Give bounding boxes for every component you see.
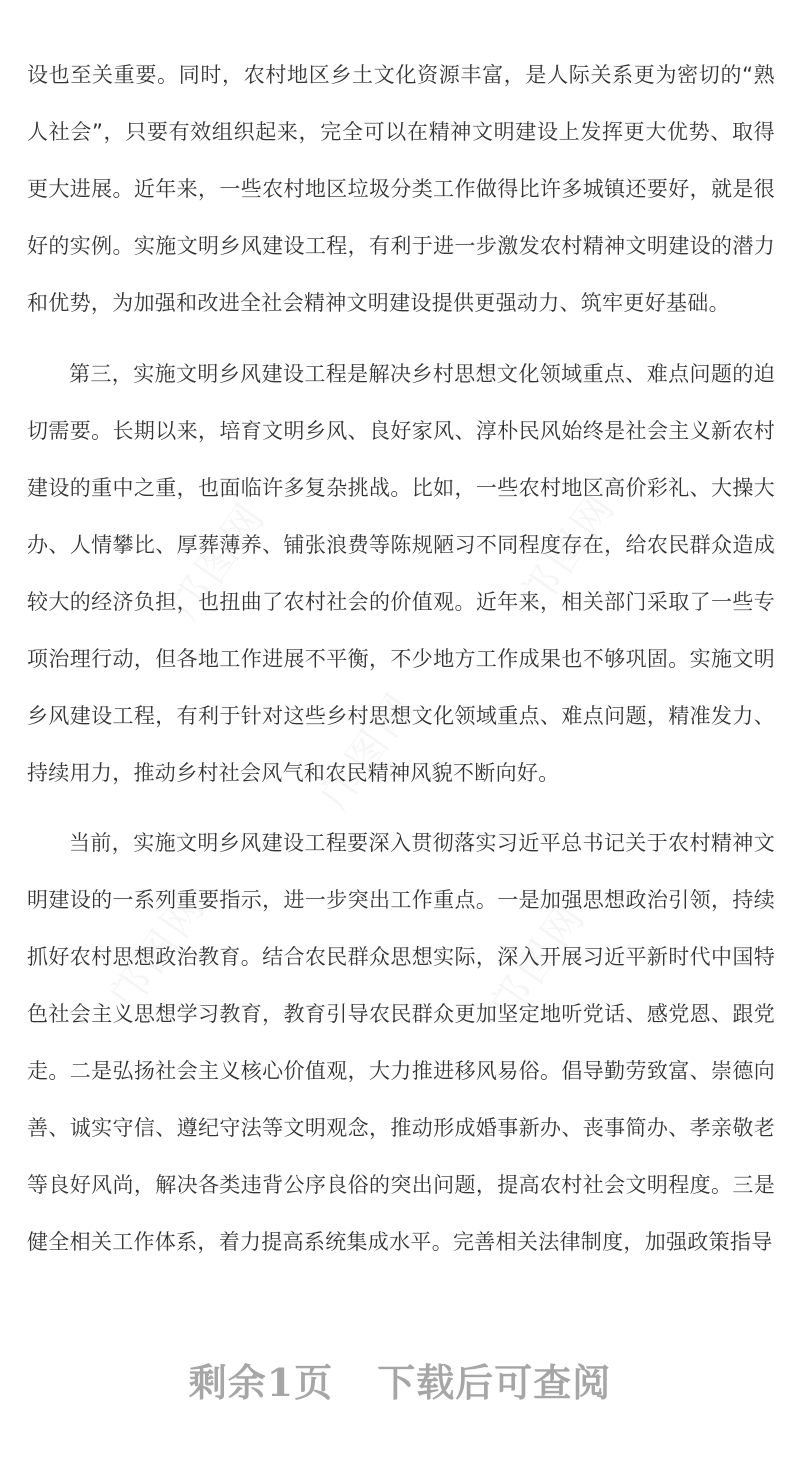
paragraph-1: 设也至关重要。同时，农村地区乡土文化资源丰富，是人际关系更为密切的“熟人社会”，只要有效组织起来，完全可以在精神文明建设上发挥更大优势、取得更大进展。近年来，一些农村地区垃圾分类工作做得比许多城镇还要好，就是很好的实例。实施文明乡风建设工程，有利于进一步激发农村精神文明建设的潜力和优势，为加强和改进全社会精神文明建设提供更强动力、筑牢更好基础。 [27, 63, 775, 315]
watermark: 邝图网 [312, 683, 426, 818]
watermark: 邝图网 [482, 893, 596, 1028]
watermark: 邝图网 [102, 883, 216, 1018]
watermark: 邝图网 [162, 493, 276, 628]
remaining-pages-label: 剩余1页 [188, 1360, 334, 1405]
download-prompt[interactable] [0, 1352, 800, 1407]
paragraph-3: 当前，实施文明乡风建设工程要深入贯彻落实习近平总书记关于农村精神文明建设的一系列重要指示，进一步突出工作重点。一是加强思想政治引领，持续抓好农村思想政治教育。结合农民群众思想实际，深入开展习近平新时代中国特色社会主义思想学习教育，教育引导农民群众更加坚定地听党话、感党恩、跟党走。二是弘扬社会主义核心价值观，大力推进移风易俗。倡导勤劳致富、崇德向善、诚实守信、遵纪守法等文明观念，推动形成婚事新办、丧事简办、孝亲敬老等良好风尚，解决各类违背公序良俗的突出问题，提高农村社会文明程度。三是健全相关工作体系，着力提高系统集成水平。完善相关法律制度，加强政策指导 [27, 831, 775, 1254]
watermark: 邝图网 [512, 483, 626, 618]
paragraph-2: 第三，实施文明乡风建设工程是解决乡村思想文化领域重点、难点问题的迫切需要。长期以来，培育文明乡风、良好家风、淳朴民风始终是社会主义新农村建设的重中之重，也面临许多复杂挑战。比如，一些农村地区高价彩礼、大操大办、人情攀比、厚葬薄养、铺张浪费等陈规陋习不同程度存在，给农民群众造成较大的经济负担，也扭曲了农村社会的价值观。近年来，相关部门采取了一些专项治理行动，但各地工作进展不平衡，不少地方工作成果也不够巩固。实施文明乡风建设工程，有利于针对这些乡村思想文化领域重点、难点问题，精准发力、持续用力，推动乡村社会风气和农民精神风貌不断向好。 [27, 362, 775, 785]
download-to-view-label: 下载后可查阅 [377, 1360, 612, 1405]
